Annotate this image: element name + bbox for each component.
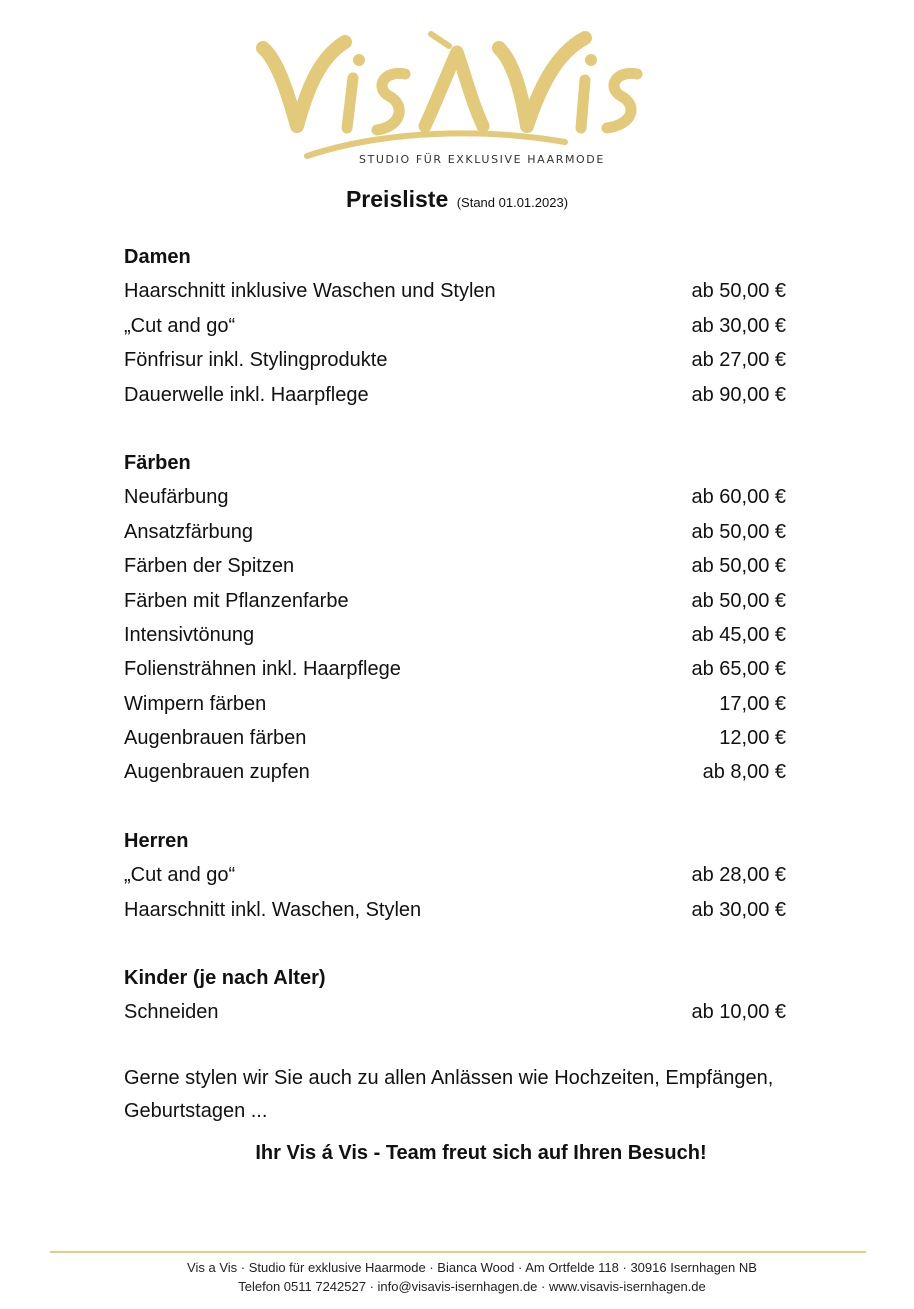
price-row [124, 480, 786, 514]
service-price: ab 50,00 € [691, 589, 786, 612]
service-price: ab 60,00 € [691, 486, 786, 509]
footer [0, 1258, 914, 1296]
service-name: Schneiden [124, 1001, 219, 1024]
service-name: Augenbrauen färben [124, 727, 307, 750]
price-row [124, 858, 786, 892]
occasion-note: Gerne stylen wir Sie auch zu allen Anlässen wie Hochzeiten, Empfängen, Geburtstagen ... [124, 1067, 774, 1122]
service-name: Fönfrisur inkl. Stylingprodukte [124, 349, 388, 372]
service-name: Foliensträhnen inkl. Haarpflege [124, 658, 401, 681]
service-name: Haarschnitt inkl. Waschen, Stylen [124, 898, 422, 921]
price-row [124, 755, 786, 789]
service-price: 17,00 € [719, 692, 786, 715]
price-row [124, 378, 786, 412]
service-name: Färben mit Pflanzenfarbe [124, 589, 349, 612]
service-price: ab 28,00 € [691, 864, 786, 887]
footer-address: Vis a Vis · Studio für exklusive Haarmode · Bianca Wood · Am Ortfelde 118 · 30916 Isernhagen NB [187, 1260, 757, 1275]
page-title: Preisliste [345, 186, 449, 212]
logo-tagline: STUDIO FÜR EXKLUSIVE HAARMODE [359, 153, 605, 166]
service-price: ab 65,00 € [691, 658, 786, 681]
closing-message: Ihr Vis á Vis - Team freut sich auf Ihren Besuch! [255, 1142, 707, 1164]
service-price: ab 30,00 € [691, 314, 786, 337]
price-row [124, 515, 786, 549]
service-name: Ansatzfärbung [124, 520, 253, 543]
service-name: Intensivtönung [124, 623, 255, 646]
service-price: ab 45,00 € [691, 623, 786, 646]
price-row [124, 893, 786, 927]
brand-logo [255, 30, 655, 170]
price-section [124, 824, 786, 927]
price-row [124, 549, 786, 583]
price-list [124, 240, 786, 1064]
page-title-row [0, 186, 914, 213]
service-price: ab 27,00 € [691, 349, 786, 372]
price-row [124, 309, 786, 343]
footer-contact: Telefon 0511 7242527 · info@visavis-isernhagen.de · www.visavis-isernhagen.de [238, 1279, 706, 1294]
footer-divider [50, 1251, 866, 1253]
section-heading: Kinder (je nach Alter) [124, 967, 326, 990]
service-name: Dauerwelle inkl. Haarpflege [124, 383, 369, 406]
page-subtitle: (Stand 01.01.2023) [456, 195, 569, 210]
section-heading: Färben [124, 451, 191, 474]
service-price: ab 30,00 € [691, 898, 786, 921]
service-name: Neufärbung [124, 486, 229, 509]
price-row [124, 652, 786, 686]
service-name: „Cut and go“ [124, 314, 236, 337]
service-name: Augenbrauen zupfen [124, 761, 310, 784]
service-name: Wimpern färben [124, 692, 267, 715]
price-row [124, 584, 786, 618]
price-section [124, 240, 786, 412]
service-price: ab 90,00 € [691, 383, 786, 406]
price-row [124, 687, 786, 721]
price-row [124, 618, 786, 652]
price-section [124, 961, 786, 1030]
logo-lettering [255, 30, 655, 160]
price-row [124, 343, 786, 377]
section-heading: Herren [124, 829, 189, 852]
price-section [124, 446, 786, 790]
price-row [124, 721, 786, 755]
section-heading: Damen [124, 246, 191, 268]
service-name: Haarschnitt inklusive Waschen und Stylen [124, 280, 496, 303]
service-price: ab 50,00 € [691, 555, 786, 578]
service-price: ab 50,00 € [691, 520, 786, 543]
service-name: Färben der Spitzen [124, 555, 295, 578]
service-name: „Cut and go“ [124, 864, 236, 887]
service-price: ab 50,00 € [691, 280, 786, 303]
service-price: ab 8,00 € [702, 761, 786, 784]
service-price: 12,00 € [719, 727, 786, 750]
service-price: ab 10,00 € [691, 1001, 786, 1024]
price-row [124, 995, 786, 1029]
price-row [124, 274, 786, 308]
